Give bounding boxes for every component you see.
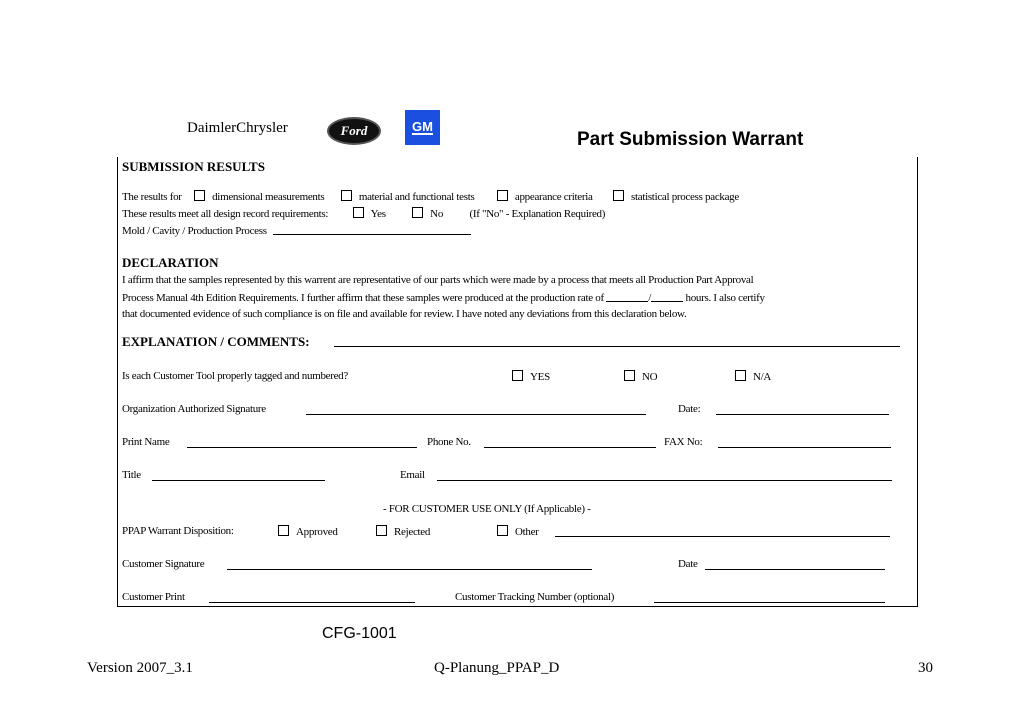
mold-field[interactable] xyxy=(273,224,471,235)
disposition-rejected xyxy=(376,525,430,538)
checkbox-material[interactable] xyxy=(341,190,352,201)
title-label: Title xyxy=(122,469,141,481)
other-field[interactable] xyxy=(555,536,890,537)
email-field[interactable] xyxy=(437,480,892,481)
daimlerchrysler-logo: DaimlerChrysler xyxy=(187,120,288,136)
meets-requirements-row xyxy=(122,207,605,220)
checkbox-statistical[interactable] xyxy=(613,190,624,201)
yes-label: Yes xyxy=(370,208,386,220)
rate-parts-field[interactable] xyxy=(606,291,648,302)
explanation-heading: EXPLANATION / COMMENTS: xyxy=(122,334,310,349)
form-id: CFG-1001 xyxy=(322,625,397,642)
option-label: Other xyxy=(515,526,539,538)
declaration-line: I affirm that the samples represented by this warrent are representative of our parts which were made by a process that meets all Production Part Approval xyxy=(122,274,754,286)
checkbox-no[interactable] xyxy=(412,207,423,218)
meet-label: These results meet all design record requirements: xyxy=(122,208,329,220)
customer-date-field[interactable] xyxy=(705,569,885,570)
fax-field[interactable] xyxy=(718,447,891,448)
gm-logo: GM xyxy=(405,110,440,145)
no-note: (If "No" - Explanation Required) xyxy=(469,208,606,220)
no-label: No xyxy=(430,208,444,220)
tool-no xyxy=(624,370,657,383)
slash: / xyxy=(648,292,652,304)
customer-signature-label: Customer Signature xyxy=(122,558,205,570)
tracking-field[interactable] xyxy=(654,602,885,603)
print-name-field[interactable] xyxy=(187,447,417,448)
option-label: material and functional tests xyxy=(358,191,475,203)
disposition-other xyxy=(497,525,539,538)
option-label: NO xyxy=(642,371,658,383)
submission-heading: SUBMISSION RESULTS xyxy=(122,159,265,174)
date-label: Date: xyxy=(678,403,701,415)
ford-logo: Ford xyxy=(327,117,381,145)
tool-question: Is each Customer Tool properly tagged and numbered? xyxy=(122,370,348,382)
option-label: statistical process package xyxy=(631,191,739,203)
mold-row xyxy=(122,224,471,237)
results-for-row xyxy=(122,190,739,203)
footer-title: Q-Planung_PPAP_D xyxy=(434,660,560,676)
disposition-approved xyxy=(278,525,338,538)
org-signature-field[interactable] xyxy=(306,414,646,415)
checkbox-yes[interactable] xyxy=(353,207,364,218)
form-title: Part Submission Warrant xyxy=(577,129,804,150)
declaration-line xyxy=(122,291,765,304)
results-for-label: The results for xyxy=(122,191,182,203)
tracking-label: Customer Tracking Number (optional) xyxy=(455,591,615,603)
tool-yes xyxy=(512,370,550,383)
customer-heading: - FOR CUSTOMER USE ONLY (If Applicable) - xyxy=(383,503,591,515)
date-field[interactable] xyxy=(716,414,889,415)
option-label: Rejected xyxy=(394,526,431,538)
checkbox-approved[interactable] xyxy=(278,525,289,536)
option-label: Approved xyxy=(296,526,338,538)
explanation-field[interactable] xyxy=(334,346,900,347)
option-label: YES xyxy=(530,371,550,383)
customer-date-label: Date xyxy=(678,558,698,570)
title-field[interactable] xyxy=(152,480,325,481)
checkbox-rejected[interactable] xyxy=(376,525,387,536)
fax-label: FAX No: xyxy=(664,436,703,448)
declaration-text: hours. I also certify xyxy=(685,292,765,304)
option-label: dimensional measurements xyxy=(212,191,325,203)
phone-field[interactable] xyxy=(484,447,656,448)
declaration-line: that documented evidence of such compliance is on file and available for review. I have noted any deviations from this declaration below. xyxy=(122,308,687,320)
checkbox-tool-na[interactable] xyxy=(735,370,746,381)
declaration-text: Process Manual 4th Edition Requirements. I further affirm that these samples were produced at the production rate of xyxy=(122,292,604,304)
customer-signature-field[interactable] xyxy=(227,569,592,570)
checkbox-appearance[interactable] xyxy=(497,190,508,201)
page-number: 30 xyxy=(918,660,933,676)
mold-label: Mold / Cavity / Production Process xyxy=(122,225,267,237)
rate-hours-field[interactable] xyxy=(651,291,683,302)
org-signature-label: Organization Authorized Signature xyxy=(122,403,266,415)
checkbox-dimensional[interactable] xyxy=(194,190,205,201)
checkbox-other[interactable] xyxy=(497,525,508,536)
customer-print-field[interactable] xyxy=(209,602,415,603)
checkbox-tool-yes[interactable] xyxy=(512,370,523,381)
option-label: N/A xyxy=(753,371,772,383)
tool-na xyxy=(735,370,771,383)
print-name-label: Print Name xyxy=(122,436,170,448)
checkbox-tool-no[interactable] xyxy=(624,370,635,381)
customer-print-label: Customer Print xyxy=(122,591,185,603)
phone-label: Phone No. xyxy=(427,436,471,448)
declaration-heading: DECLARATION xyxy=(122,255,219,270)
email-label: Email xyxy=(400,469,425,481)
option-label: appearance criteria xyxy=(514,191,593,203)
footer-version: Version 2007_3.1 xyxy=(87,660,193,676)
disposition-label: PPAP Warrant Disposition: xyxy=(122,525,234,537)
